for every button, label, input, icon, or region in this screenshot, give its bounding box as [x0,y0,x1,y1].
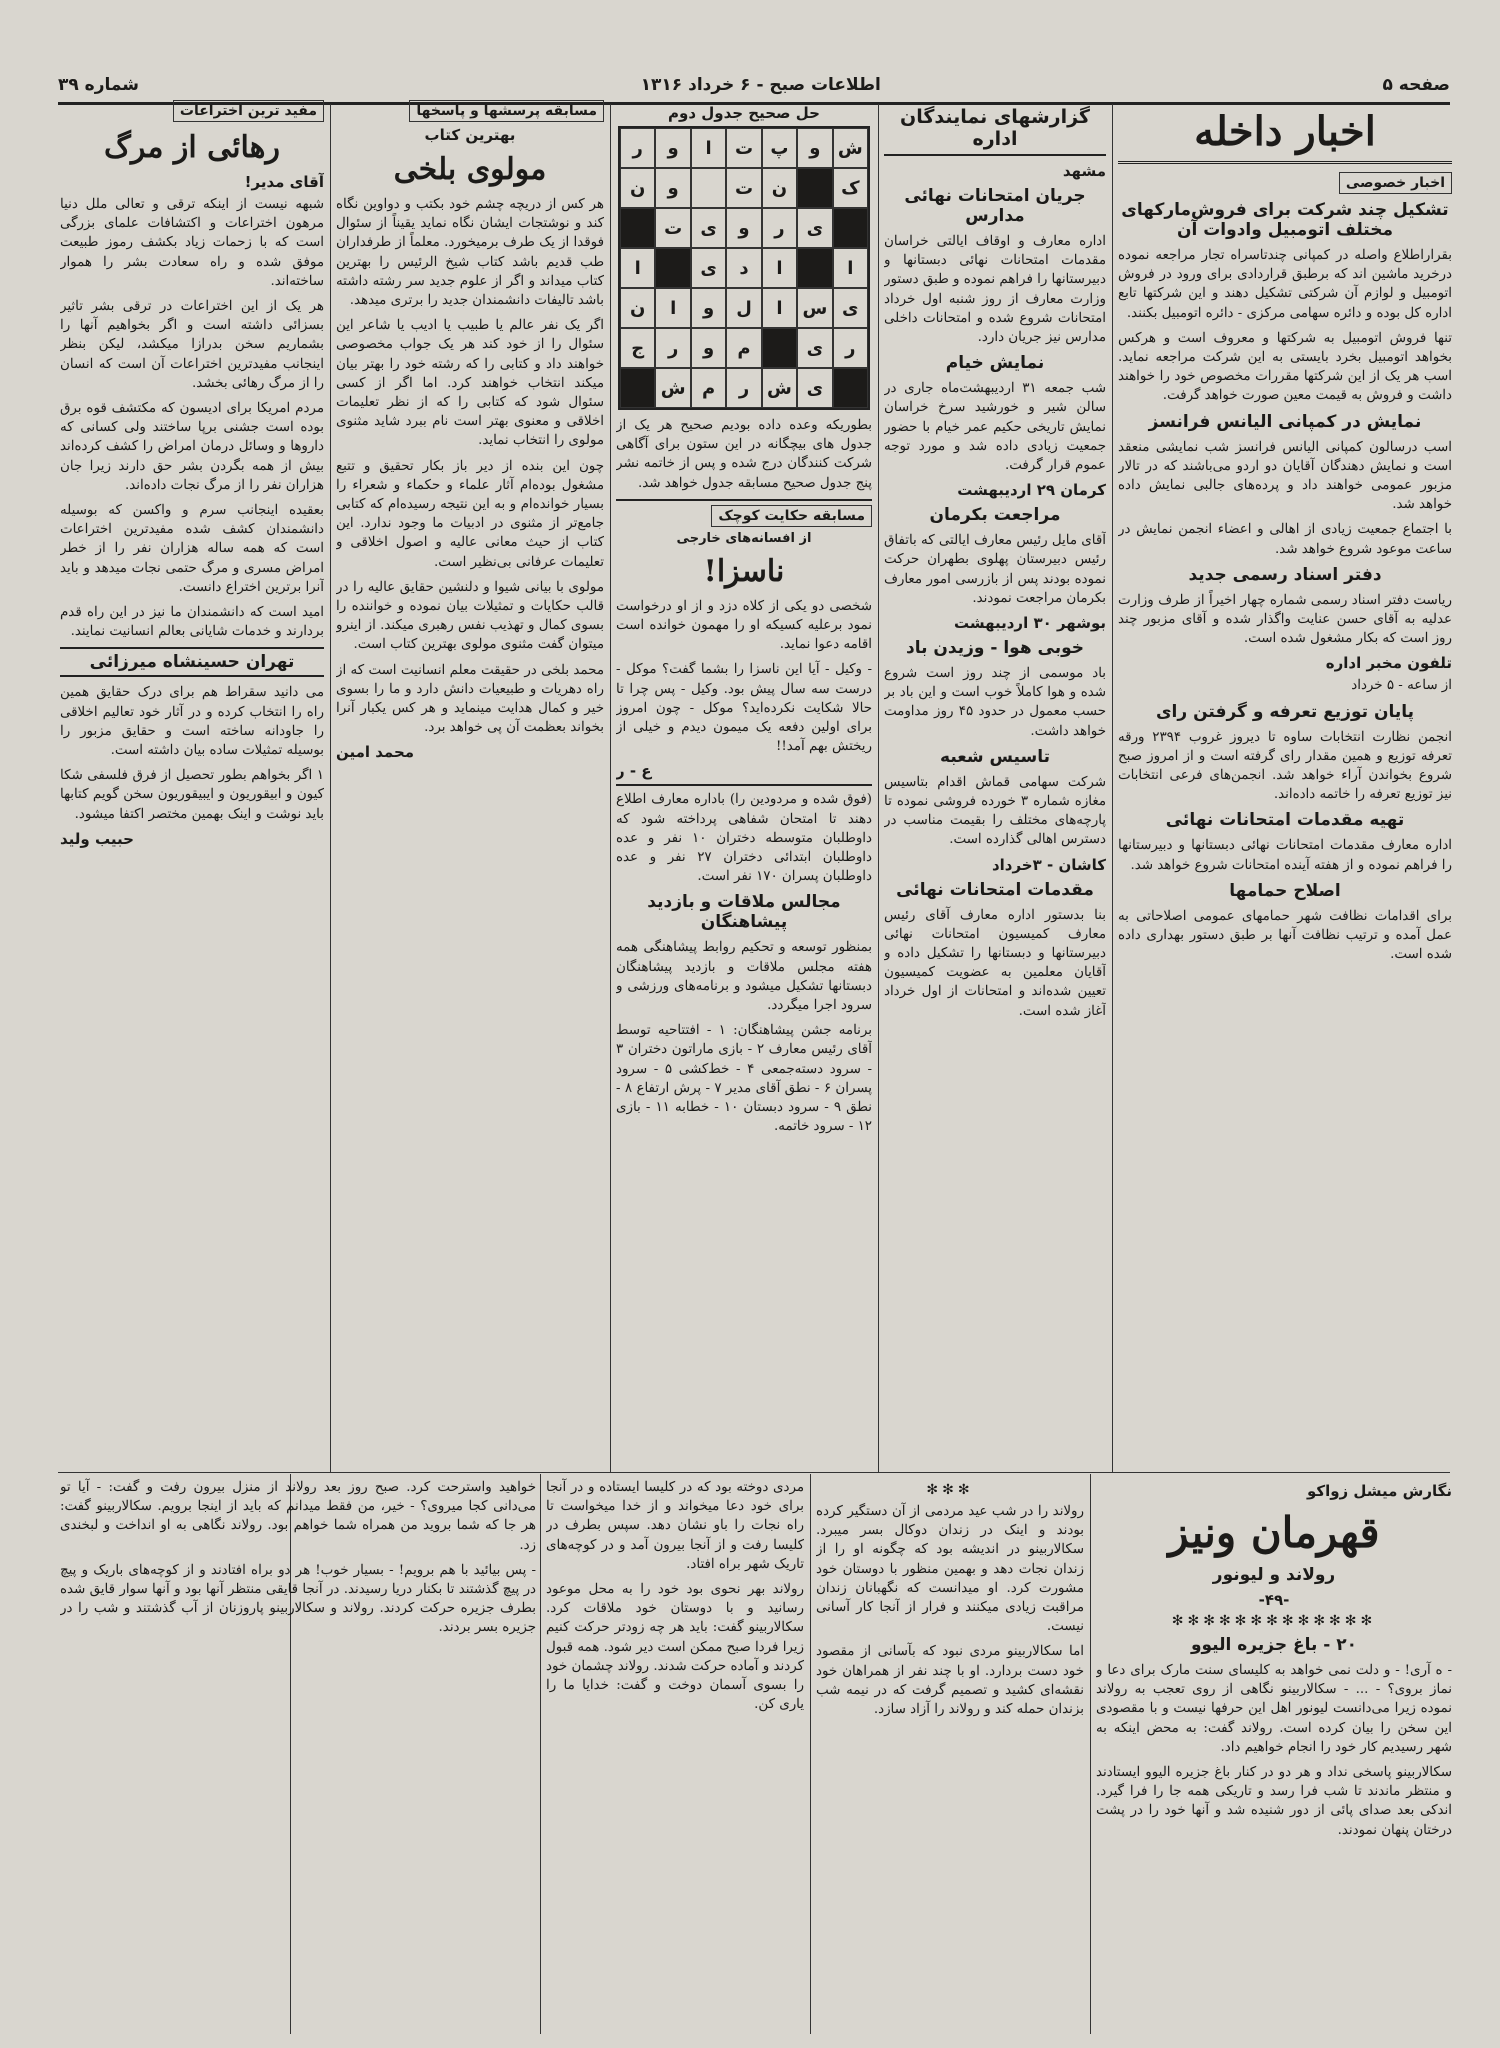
headline: اصلاح حمامها [1229,880,1341,901]
salutation: آقای مدیر! [244,173,324,191]
article-title: رهائی از مرگ [104,130,280,165]
serial-paragraph: - ه آری! - و دلت نمی خواهد به کلیسای سنت مارک برای دعا و نماز بروی؟ - ... - سکالاربینو نگاهی از روی تعجب به رولاند نموده زیرا می‌دانست لیونور اهل این حرفها نیست و با مقصودی این سخن را بیان کرده است. رولاند گفت: به محض اینکه به شهر رسیدیم کار خود را انجام خواهیم داد. [1096,1663,1452,1755]
crossword-cell: م [726,328,761,368]
crossword-cell: م [691,368,726,408]
crossword-cell: ن [620,288,655,328]
column-correspondents [884,100,1106,1470]
column-rule [810,1474,811,2034]
subhead: تلفون مخبر اداره [1325,654,1452,673]
crossword-cell: و [691,328,726,368]
article-paragraph: اسب درسالون کمپانی الیانس فرانسز شب نمایشی منعقد است و نمایش دهندگان آقایان دو اردو می‌باشند که در تالار مزبور عمومی خواهند داد و پرده‌های جالبی نمایش داده خواهد شد. [1118,439,1452,513]
headline: پایان توزیع تعرفه و گرفتن رای [1155,701,1415,722]
story-source: از افسانه‌های خارجی [676,530,812,546]
dateline: از ساعه - ۵ خرداد [1351,678,1452,694]
article-paragraph: بقراراطلاع واصله در کمپانی چندتاسراه تجار مراجعه نموده درخرید ماشین اند که برطبق قراردادی برای ورود در فروش اتومبیل و لوازم آن شرکتی تشکیل دهند و این شرکتها تابع اداره کل بوده و دائره سهامی مرکزی - دائره اتومبیل بکنند. [1118,248,1452,321]
section-tag: اخبار خصوصی [1339,172,1452,194]
serial-subtitle: رولاند و لیونور [1212,1565,1336,1585]
ornament-divider: ✻✻✻ [926,1482,974,1498]
crossword-cell: ا [691,128,726,168]
crossword-cell: ا [762,288,797,328]
section-rule [58,1472,1450,1473]
article-paragraph: برنامه جشن پیشاهنگان: ۱ - افتتاحیه توسط آقای رئیس معارف ۲ - بازی ماراتون دختران ۳ - سرود دسته‌جمعی ۴ - خط‌کشی ۵ - سرود پسران ۶ - نطق آقای مدیر ۷ - پرش ارتفاع ۸ - نطق ۹ - سرود دبستان ۱۰ - خطابه ۱۱ - بازی ۱۲ - سرود خاتمه. [616,1023,872,1135]
crossword-cell: ت [655,208,690,248]
column-puzzle-story [616,100,872,1470]
crossword-cell [833,208,868,248]
crossword-cell: پ [762,128,797,168]
episode-number: -۴۹- [1258,1591,1290,1609]
crossword-cell: و [797,128,832,168]
crossword-cell [655,248,690,288]
crossword-cell: ش [833,128,868,168]
crossword-cell: ی [797,368,832,408]
headline: تشکیل چند شرکت برای فروش‌مارکهای مختلف اتومبیل وادوات آن [1121,200,1449,240]
article-paragraph: شب جمعه ۳۱ اردیبهشت‌ماه جاری در سالن شیر و خورشید سرخ خراسان نمایش تاریخی حکیم عمر خیام با حضور جمعیت زیادی داده شد و مورد توجه عموم قرار گرفت. [884,381,1106,474]
article-paragraph: ۱ اگر بخواهم بطور تحصیل از فرق فلسفی شکا کیون و ابیقوریون و ایبیقوریون سخن گویم کتابها باید نوشت و اینک بهمین مختصر اکتفا میشود. [60,768,324,822]
ornament-divider: ✻✻✻✻✻✻✻✻✻✻✻✻✻ [1171,1613,1377,1629]
column-rule [540,1474,541,2034]
article-paragraph: شرکت سهامی قماش اقدام بتاسیس مغازه شماره ۳ خورده فروشی نموده تا پارچه‌های مختلف را بقیمت مناسب در دسترس اهالی گذارده است. [884,774,1106,848]
crossword-cell: ن [620,168,655,208]
headline: مقدمات امتحانات نهائی [896,879,1094,900]
crossword-cell: ی [797,208,832,248]
city-dateline: کاشان - ۳خرداد [991,855,1106,874]
headline: مجالس ملاقات و بازدید پیشاهنگان [647,892,841,933]
headline: خوبی هوا - وزیدن باد [905,638,1085,659]
crossword-grid [618,126,870,410]
crossword-cell: ش [762,368,797,408]
crossword-cell: ش [655,368,690,408]
crossword-cell: ی [797,328,832,368]
crossword-cell [620,208,655,248]
city-dateline: کرمان ۲۹ اردیبهشت [957,481,1106,500]
serial-paragraph: رولاند را در شب عید مردمی از آن دستگیر کرده بودند و اینک در زندان دوکال بسر میبرد. سکالاربینو در اندیشه بود که چگونه او را از زندان نجات دهد و بهمین منظور با دوستان خود مشورت کرد. او میدانست که نگهبانان زندان مراقبت زیادی میکنند و فرار از آنجا کار آسانی نیست. [816,1504,1084,1635]
crossword-cell [691,168,726,208]
puzzle-note: بطوریکه وعده داده بودیم صحیح هر یک از جدول های بیچگانه در این ستون برای آگاهی شرکت کنندگان درج شده و پس از خاتمه نشر پنج جدول صحیح مسابقه جدول خواهد شد. [616,418,872,491]
article-paragraph: ریاست دفتر اسناد رسمی شماره چهار اخیراً از طرف وزارت عدلیه به آقای حسن عنایت واگذار شده و آقای مزبور چند روز است که بکار مشغول شده است. [1118,592,1452,647]
serial-paragraph: سکالاربینو پاسخی نداد و هر دو در کنار باغ جزیره الیوو ایستادند و منتظر ماندند تا شب فرا رسد و تاریکی همه جا را فرا گیرد. اندکی بعد صدای پائی از دور شنیده شد و آنها خود را در پشت درختان پنهان نمودند. [1096,1765,1452,1838]
crossword-cell: ی [691,248,726,288]
headline: نمایش خیام [945,353,1045,374]
serial-column [816,1478,1084,2034]
headline: نمایش در کمپانی الیانس فرانسز [1148,411,1422,432]
article-paragraph: آقای مایل رئیس معارف ایالتی که باتفاق رئیس دبیرستان پهلوی بطهران حرکت نموده بودند پس از بازرسی امور معارف بکرمان مراجعت نمودند. [884,533,1106,606]
crossword-cell: ن [762,168,797,208]
story-signature: ع - ر [616,762,652,781]
column-title: گزارشهای نمایندگان اداره [884,106,1106,156]
crossword-cell: ج [620,328,655,368]
headline: مراجعت بکرمان [929,505,1061,526]
article-paragraph: اداره معارف مقدمات امتحانات نهائی دبستانها و دبیرستانها را فراهم نموده و از هفته آینده امتحانات شروع خواهد شد. [1118,838,1452,873]
crossword-cell [797,168,832,208]
column-rule [1112,104,1113,1472]
contest-subtitle: بهترین کتاب [424,126,516,144]
crossword-cell: ا [620,248,655,288]
article-paragraph: بعقیده اینجانب سرم و واکسن که بوسیله دانشمندان کشف شده مفیدترین اختراعات است که همه ساله هزاران نفر را از خطر امراض مسری و مرگ حتمی نجات میدهد و باید آنرا برترین اختراع دانست. [60,503,324,595]
crossword-cell: ر [655,328,690,368]
crossword-cell: ا [833,248,868,288]
crossword-cell: ی [691,208,726,248]
crossword-cell: و [655,168,690,208]
crossword-cell: ر [726,368,761,408]
serial-paragraph: - پس بیائید با هم برویم! - بسیار خوب! هر دو براه افتادند و از کوچه‌های باریک و پیچ در پیچ گذشتند تا بکنار دریا رسیدند. در آنجا قایقی منتظر آنها بود و آنها سوار قایق شده بطرف جزیره حرکت کردند. رولاند و سکالاربینو پاروزنان از آب گذشتند و شب را در جزیره بسر بردند. [60,1562,536,1636]
crossword-cell: ر [762,208,797,248]
column-rule [878,104,879,1472]
serial-paragraph: رولاند بهر نحوی بود خود را به محل موعود رسانید و با دوستان خود ملاقات کرد. سکالاربینو گفت: باید هر چه زودتر حرکت کنیم زیرا فردا صبح ممکن است دیر شود. همه قبول کردند و آماده حرکت شدند. رولاند چشمان خود را بسوی آسمان دوخت و گفت: خدایا ما را یاری کن. [546,1582,804,1713]
article-paragraph: هر یک از این اختراعات در ترقی بشر تاثیر بسزائی داشته است و اگر بخواهیم آنها را بشماریم سخن بدرازا میکشد، لیکن بنظر اینجانب مفیدترین اختراعات آن است که انسان را از مرگ رهائی بخشد. [60,299,324,391]
article-paragraph: بمنظور توسعه و تحکیم روابط پیشاهنگی همه هفته مجلس ملاقات و بازدید پیشاهنگان دبستانها تشکیل میشود و برنامه‌های ورزشی و سرود اجرا میگردد. [616,940,872,1014]
serial-paragraph: مردی دوخته بود که در کلیسا ایستاده و در آنجا برای خود دعا میخواند و از خدا میخواست تا راه نجات را باو نشان دهد. سپس بطرف در کلیسا رفت و از آنجا بیرون آمد و در کوچه‌های تاریک شهر براه افتاد. [546,1480,804,1572]
crossword-cell: ا [762,248,797,288]
article-paragraph: تنها فروش اتومبیل به شرکتها و معروف است و هرکس بخواهد اتومبیل بخرد بایستی به این شرکت مراجعه نماید. اسب هر یک از این شرکتها مقررات مخصوص خود را خواهند داشت و فروش به قیمت معین صورت خواهد گرفت. [1118,330,1452,404]
crossword-cell: و [655,128,690,168]
contest-tag: مفید ترین اختراعات [173,100,324,122]
headline: تهیه مقدمات امتحانات نهائی [1165,810,1405,831]
crossword-cell: و [691,288,726,328]
main-title: اخبار داخله [1118,108,1452,164]
serial-paragraph: اما سکالاربینو مردی نبود که بآسانی از مقصود خود دست بردارد. او با چند نفر از همراهان خود نقشه‌ای کشید و تصمیم گرفت که در نیمه شب بزندان حمله کند و رولاند را آزاد سازد. [816,1644,1084,1718]
city-dateline: مشهد [1062,162,1106,180]
headline: جریان امتحانات نهائی مدارس [904,186,1086,226]
author-signature: تهران حسینشاه میرزائی [60,647,324,677]
crossword-cell: ت [726,168,761,208]
crossword-cell: ل [726,288,761,328]
issue-label: شماره ۳۹ [58,75,140,95]
article-title: مولوی بلخی [393,152,547,187]
article-paragraph: بنا بدستور اداره معارف آقای رئیس معارف کمیسیون امتحانات نهائی دبیرستانها و دبستانها را تشکیل داده و آقایان معلمین به عضویت کمیسیون تعیین شده‌اند و امتحانات از اول خرداد آغاز شده است. [884,907,1106,1019]
article-paragraph: اگر یک نفر عالم یا طبیب یا ادیب یا شاعر این سئوال را از خود کند هر یک جواب مخصوصی خواهند داد و کتابی را که رشته خود را بهتر بیان میکند انتخاب خواهند کرد. اما اگر از کسی سئوال شود که کتابی را که از نظر تعلیمات اخلاقی و معنوی بهتر است نام ببرد شاید مثنوی مولوی را انتخاب نماید. [336,318,604,449]
crossword-cell [762,328,797,368]
column-rule [330,104,331,1472]
article-paragraph: محمد بلخی در حقیقت معلم انسانیت است که از راه دهریات و طبیعیات دانش دارد و ما را بسوی خیر و کمال هدایت مینماید و هر کس یکبار آنرا بخواند بعظمت آن پی خواهد برد. [336,662,604,736]
page-label: صفحه ۵ [1382,75,1450,95]
crossword-cell: س [797,288,832,328]
crossword-cell [833,368,868,408]
article-paragraph: مولوی با بیانی شیوا و دلنشین حقایق عالیه را در قالب حکایات و تمثیلات بیان نموده و خواننده را بسوی کمال و تهذیب نفس رهبری میکند. از اینرو میتوان گفت مثنوی مولوی بهترین کتاب است. [336,579,604,653]
crossword-cell: ا [655,288,690,328]
city-dateline: بوشهر ۳۰ اردیبهشت [953,614,1106,633]
article-paragraph: برای اقدامات نظافت شهر حمامهای عمومی اصلاحاتی به عمل آمده و ترتیب نظافت آنها بر طبق دستور بهداری داده شده است. [1118,908,1452,963]
headline: دفتر اسناد رسمی جدید [1188,564,1382,585]
serial-novel-header [1096,1478,1452,2034]
contest-tag: مسابقه پرسشها و پاسخها [409,100,604,122]
column-best-book [336,100,604,1470]
story-title: ناسزا! [703,553,785,589]
author-signature: محمد امین [336,743,415,762]
story-paragraph: - وکیل - آیا این ناسزا را بشما گفت؟ موکل - درست سه سال پیش بود. وکیل - پس چرا تا حالا شکایت نکرده‌اید؟ موکل - چون امروز برای اولین دفعه یک میمون دیدم و خیلی از ریختش بهم آمد!! [616,662,872,755]
article-paragraph: مردم امریکا برای ادیسون که مکتشف قوه برق بوده است جشنی برپا ساختند ولی کسانی که داروها و وسائل درمان امراض را کشف کرده‌اند بیش از همه بگردن بشر حق دارند زیرا جان هزاران نفر را از مرگ نجات داده‌اند. [60,401,324,493]
article-paragraph: انجمن نظارت انتخابات ساوه تا دیروز غروب ۲۳۹۴ ورقه تعرفه توزیع و همین مقدار رای گرفته است و از امروز صبح شروع بخواندن آراء خواهد شد. انجمن‌های فرعی انتخابات نیز توزیع تعرفه را خاتمه داده‌اند. [1118,729,1452,803]
article-paragraph: امید است که دانشمندان ما نیز در این راه قدم بردارند و خدمات شایانی بعالم انسانیت نمایند. [60,605,324,640]
serial-title: قهرمان ونیز [1168,1508,1380,1557]
column-inventions [60,100,324,1470]
crossword-cell: ک [833,168,868,208]
article-paragraph: (فوق شده و مردودین را) باداره معارف اطلاع دهند تا امتحان شفاهی پرداخته شود که داوطلبان متوسطه دختران ۱۰ نفر و عده داوطلبان ابتدائی دختران ۲۷ نفر و عده داوطلبان پسران ۱۷۰ نفر است. [616,792,872,885]
serial-column [546,1478,804,2034]
puzzle-heading: حل صحیح جدول دوم [668,104,820,122]
crossword-cell [620,368,655,408]
author-signature: حبیب ولید [60,829,134,848]
crossword-cell: ر [833,328,868,368]
crossword-cell [797,248,832,288]
crossword-cell: د [726,248,761,288]
crossword-cell: ت [726,128,761,168]
story-tag: مسابقه حکایت کوچک [711,505,872,527]
author-tag: نگارش میشل زواکو [1306,1482,1452,1500]
article-paragraph: باد موسمی از چند روز است شروع شده و هوا کاملاً خوب است و این باد بر حسب معمول در حدود ۴۵ روز مداومت خواهد داشت. [884,666,1106,739]
column-rule [1090,1474,1091,2034]
column-rule [610,104,611,1472]
article-paragraph: با اجتماع جمعیت زیادی از اهالی و اعضاء انجمن نمایش در ساعت موعود شروع خواهد شد. [1118,522,1452,557]
story-paragraph: شخصی دو یکی از کلاه دزد و از او درخواست نمود برعلیه کسیکه او را مهمون خوانده است اقامه دعوا نماید. [616,598,872,653]
headline: تاسیس شعبه [940,746,1050,767]
date-line: اطلاعات صبح - ۶ خرداد ۱۳۱۶ [640,75,881,95]
article-paragraph: شبهه نیست از اینکه ترقی و تعالی ملل دنیا مرهون اختراعات و اکتشافات علمای بزرگی است که با زحمات زیاد بکشف رموز طبیعت موفق شده و راه سعادت بشر را هموار ساخته‌اند. [60,197,324,289]
article-paragraph: هر کس از دریچه چشم خود بکتب و دواوین نگاه کند و نوشتجات ایشان نگاه نماید یقیناً از سئوال فوقدا از یک طرف برمیخورد. معلماً از طرفداران طب قدیم باشد کتاب شیخ الرئیس را بهترین کتاب میداند و اگر از علوم جدید سر رشته داشته باشد تالیفات دانشمندان جدید را برتری میدهد. [336,197,604,309]
crossword-cell: و [726,208,761,248]
serial-paragraph: خواهید واسترحت کرد. صبح روز بعد رولاند از منزل بیرون رفت و گفت: - آیا تو می‌دانی کجا میروی؟ - خیر، من فقط میدانم که باید از اینجا برویم. سکالاربینو گفت: هر جا که شما بروید من همراه شما خواهم بود. رولاند نگاهی به او انداخت و لبخندی زد. [60,1480,536,1553]
chapter-title: ۲۰ - باغ جزیره الیوو [1190,1635,1358,1655]
article-paragraph: چون این بنده از دیر باز بکار تحقیق و تتبع مشغول بوده‌ام آثار علماء و حکماء و شعراء را بسیار خوانده‌ام و به این نتیجه رسیده‌ام که کتابی جامع‌تر از مثنوی در ادبیات ما وجود ندارد. این کتاب از حیث معانی عالیه و اصول اخلاقی و تعلیمات عرفانی بی‌نظیر است. [336,458,604,570]
crossword-cell: ی [833,288,868,328]
crossword-cell: ر [620,128,655,168]
article-paragraph: می دانید سقراط هم برای درک حقایق همین راه را انتخاب کرده و در آثار خود تعالیم اخلاقی را جاودانه ساخته است و حقایق مزبور را بوسیله تمثیلات ساده بیان داشته است. [60,685,324,759]
article-paragraph: اداره معارف و اوقاف ایالتی خراسان مقدمات امتحانات نهائی دبستانها و دبیرستانها را فراهم نموده و طبق دستور وزارت معارف از روز شنبه اول خرداد امتحانات شروع شده و امتحانات داخلی مدارس نیز جریان دارد. [884,234,1106,346]
column-domestic-news [1118,100,1452,1470]
serial-column [60,1478,536,2034]
